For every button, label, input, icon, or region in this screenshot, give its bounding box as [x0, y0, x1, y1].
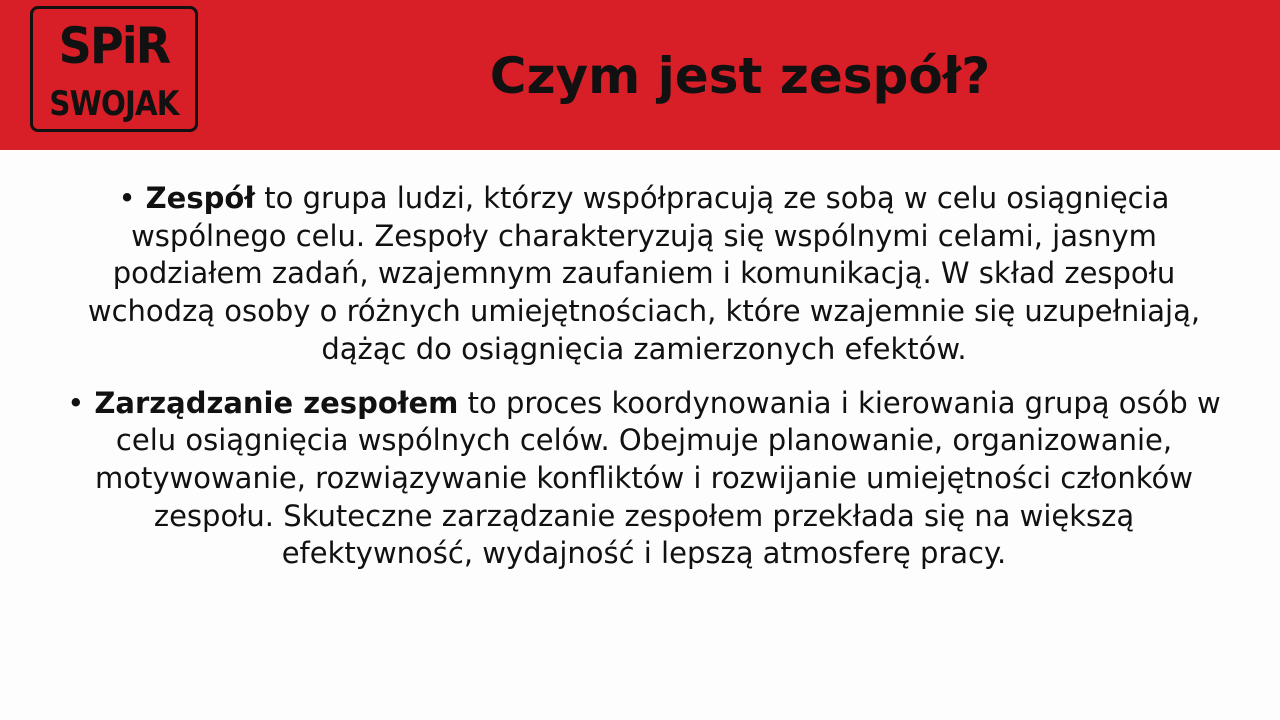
bullet-list [60, 180, 1228, 589]
logo-line-1: SPiR [58, 17, 170, 75]
bullet-item-zespol [60, 180, 1228, 369]
bullet-item-zarzadzanie [60, 385, 1228, 574]
bullet-marker: • [118, 181, 136, 215]
slide-title: Czym jest zespół? [489, 47, 991, 105]
bullet-marker: • [67, 385, 85, 420]
bullet-text: to grupa ludzi, którzy współpracują ze sobą w celu osiągnięcia wspólnego celu. Zespoły charakteryzują się wspólnymi celami, jasnym podziałem zadań, wzajemnym zaufaniem i komunikacją. W skład zespołu wchodzą osoby o różnych umiejętnościach, które wzajemnie się uzupełniają, dążąc do osiągnięcia zamierzonych efektów. [87, 181, 1201, 366]
bullet-term: Zarządzanie zespołem [94, 385, 459, 420]
spir-swojak-logo [30, 6, 198, 132]
logo-line-2: SWOJAK [49, 84, 179, 124]
bullet-term: Zespół [145, 181, 256, 215]
bullet-text: to proces koordynowania i kierowania grupą osób w celu osiągnięcia wspólnych celów. Obejmuje planowanie, organizowanie, motywowanie, rozwiązywanie konfliktów i rozwijanie umiejętności członków zespołu. Skuteczne zarządzanie zespołem przekłada się na większą efektywność, wydajność i lepszą atmosferę pracy. [94, 385, 1221, 571]
